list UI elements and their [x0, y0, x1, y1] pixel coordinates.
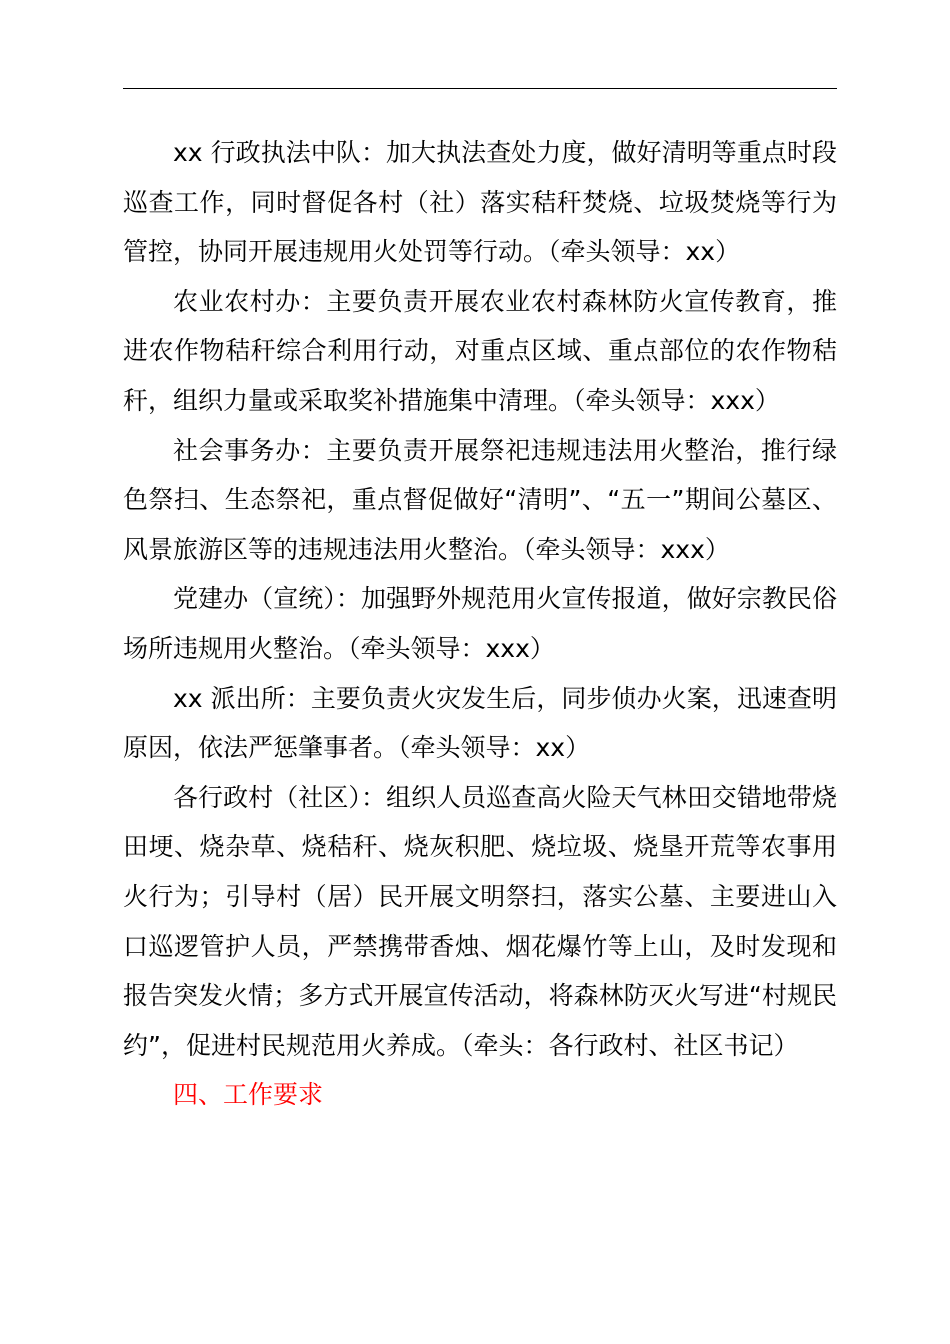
paragraph-villages: 各行政村（社区）：组织人员巡查高火险天气林田交错地带烧田埂、烧杂草、烧秸秆、烧灰积肥、烧垃圾、烧垦开荒等农事用火行为；引导村（居）民开展文明祭扫，落实公墓、主要进山入口巡逻管护人员，严禁携带香烛、烟花爆竹等上山，及时发现和报告突发火情；多方式开展宣传活动，将森林防灭火写进“村规民约”，促进村民规范用火养成。（牵头：各行政村、社区书记） — [123, 782, 837, 1060]
paragraph-law-enforcement: xx 行政执法中队：加大执法查处力度，做好清明等重点时段巡查工作，同时督促各村（社）落实秸秆焚烧、垃圾焚烧等行为管控，协同开展违规用火处罚等行动。（牵头领导：xx） — [123, 138, 837, 267]
document-body — [123, 128, 837, 1120]
paragraph-agriculture-office: 农业农村办：主要负责开展农业农村森林防火宣传教育，推进农作物秸秆综合利用行动，对重点区域、重点部位的农作物秸秆，组织力量或采取奖补措施集中清理。（牵头领导：xxx） — [123, 286, 837, 415]
paragraph-police-station: xx 派出所：主要负责火灾发生后，同步侦办火案，迅速查明原因，依法严惩肇事者。（牵头领导：xx） — [123, 683, 837, 763]
paragraph-social-affairs-office: 社会事务办：主要负责开展祭祀违规违法用火整治，推行绿色祭扫、生态祭祀，重点督促做好“清明”、“五一”期间公墓区、风景旅游区等的违规违法用火整治。（牵头领导：xxx） — [123, 435, 837, 564]
paragraph-party-building-office: 党建办（宣统）：加强野外规范用火宣传报道，做好宗教民俗场所违规用火整治。（牵头领导：xxx） — [123, 584, 837, 663]
section-heading: 四、工作要求 — [173, 1080, 324, 1110]
header-rule — [123, 88, 837, 89]
